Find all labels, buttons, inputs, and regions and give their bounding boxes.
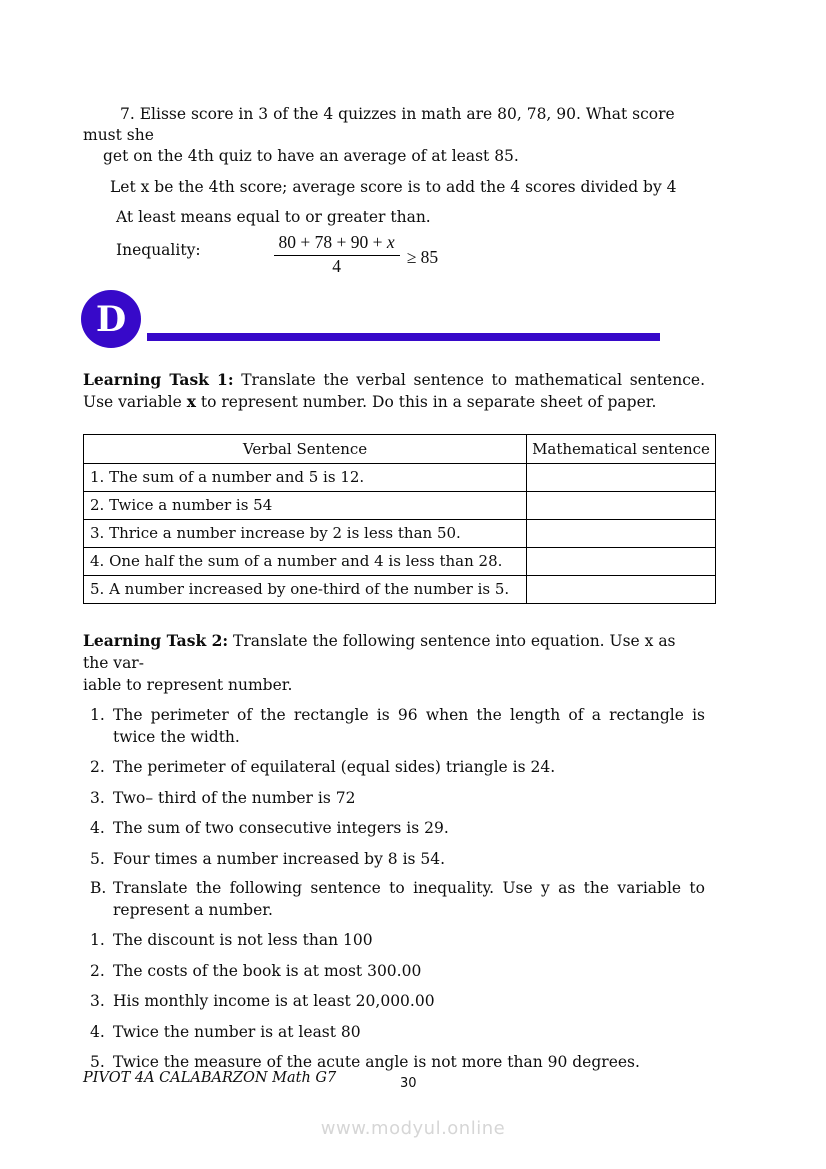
table-body (84, 464, 716, 604)
verbal-sentence-cell: 3. Thrice a number increase by 2 is less than 50. (84, 520, 527, 548)
task1-variable-x: x (186, 392, 196, 411)
table-row (84, 520, 716, 548)
part-b-text: Translate the following sentence to inequality. Use y as the variable to represent a number. (113, 879, 705, 919)
list-item (83, 788, 705, 810)
problem7-block (83, 104, 705, 277)
mathematical-sentence-cell (527, 520, 716, 548)
list-item-text: The discount is not less than 100 (113, 931, 373, 949)
list-item-number: 5. (90, 849, 105, 868)
list-item (83, 991, 705, 1013)
list-item (83, 849, 705, 871)
list-item (83, 818, 705, 840)
problem7-line2: must she (83, 126, 154, 144)
list-item-number: 3. (90, 992, 105, 1010)
at-least-statement: At least means equal to or greater than. (116, 208, 431, 226)
verbal-sentence-cell: 4. One half the sum of a number and 4 is less than 28. (84, 548, 527, 576)
fraction-denominator: 4 (332, 256, 341, 276)
footer-book-title: PIVOT 4A CALABARZON Math G7 (83, 1070, 337, 1086)
let-statement: Let x be the 4th score; average score is to add the 4 scores divided by 4 (110, 178, 677, 196)
list-item-number: 1. (90, 706, 105, 724)
inequality-label: Inequality: (116, 241, 201, 259)
task1-text-part1: Translate the verbal sentence to mathematical sentence. Use variable (83, 371, 705, 411)
verbal-sentence-cell: 5. A number increased by one-third of the number is 5. (84, 576, 527, 604)
list-item (83, 1022, 705, 1044)
section-divider-line (147, 333, 660, 341)
watermark: www.modyul.online (320, 1118, 506, 1139)
mathematical-sentence-cell (527, 492, 716, 520)
list-item-number: 1. (90, 931, 105, 949)
task2-equation-list (83, 705, 705, 870)
verbal-sentence-cell: 1. The sum of a number and 5 is 12. (84, 464, 527, 492)
task2-inequality-list (83, 930, 705, 1074)
list-item-number: 2. (90, 961, 105, 980)
table-header (84, 435, 716, 464)
list-item-text: The sum of two consecutive integers is 29. (113, 819, 449, 837)
table-row (84, 576, 716, 604)
mathematical-sentence-cell (527, 576, 716, 604)
task2-intro-line2: iable to represent number. (83, 676, 293, 694)
list-item-text: Four times a number increased by 8 is 54. (113, 849, 446, 868)
section-d-divider (81, 290, 705, 348)
page-number: 30 (400, 1076, 417, 1091)
part-b-paragraph (83, 878, 705, 921)
list-item-text: Twice the measure of the acute angle is not more than 90 degrees. (113, 1053, 640, 1071)
part-b-label: B. (90, 879, 107, 897)
list-item-text: The perimeter of the rectangle is 96 when the length of a rectangle is twice the width. (113, 706, 705, 746)
header-verbal-sentence: Verbal Sentence (84, 435, 527, 464)
learning-task-1-label: Learning Task 1: (83, 370, 234, 389)
fraction-numerator (274, 232, 400, 256)
page-content (83, 104, 710, 1074)
task2-intro-line1: Translate the following sentence into equation. Use x as the var- (83, 632, 676, 672)
list-item (83, 930, 705, 952)
list-item (83, 757, 705, 779)
task1-text-part2: to represent number. Do this in a separate sheet of paper. (195, 393, 657, 411)
list-item-number: 4. (90, 819, 105, 837)
inequality-row (116, 232, 705, 277)
numerator-variable: x (386, 232, 395, 252)
list-item-text: His monthly income is at least 20,000.00 (113, 992, 435, 1010)
list-item-number: 2. (90, 758, 105, 776)
learning-task-2-paragraph (83, 630, 705, 696)
list-item-text: The costs of the book is at most 300.00 (113, 961, 422, 980)
section-d-badge: D (81, 290, 141, 348)
list-item (83, 961, 705, 983)
list-item-number: 4. (90, 1022, 105, 1041)
fraction (274, 232, 400, 277)
verbal-sentence-cell: 2. Twice a number is 54 (84, 492, 527, 520)
list-item (83, 705, 705, 748)
numerator-text: 80 + 78 + 90 + (278, 232, 387, 252)
header-mathematical-sentence: Mathematical sentence (527, 435, 716, 464)
problem7-line3: get on the 4th quiz to have an average of at least 85. (103, 147, 519, 165)
list-item-number: 3. (90, 788, 105, 807)
learning-task-2-label: Learning Task 2: (83, 631, 229, 650)
mathematical-sentence-cell (527, 464, 716, 492)
table-row (84, 492, 716, 520)
learning-task-1-paragraph (83, 369, 705, 413)
list-item-number: 5. (90, 1053, 105, 1071)
list-item-text: Twice the number is at least 80 (113, 1022, 361, 1041)
problem7-line1: 7. Elisse score in 3 of the 4 quizzes in math are 80, 78, 90. What score (120, 105, 675, 123)
mathematical-sentence-cell (527, 548, 716, 576)
inequality-rhs: ≥ 85 (406, 247, 439, 267)
translation-table (83, 434, 716, 604)
list-item-text: Two– third of the number is 72 (113, 788, 356, 807)
table-row (84, 464, 716, 492)
list-item-text: The perimeter of equilateral (equal sides) triangle is 24. (113, 758, 556, 776)
table-row (84, 548, 716, 576)
